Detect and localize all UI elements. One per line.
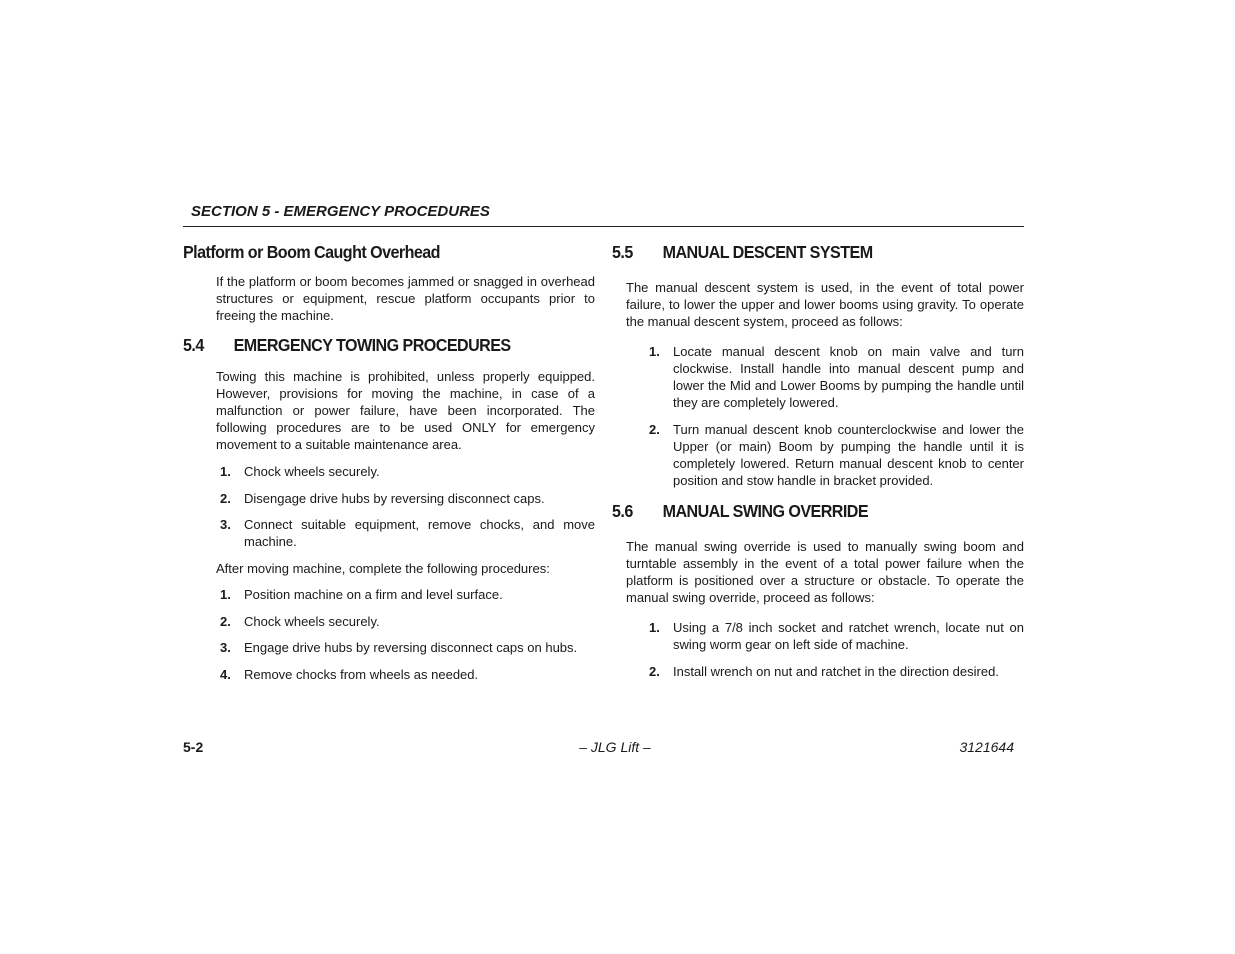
list-item: [216, 639, 595, 656]
step-text: Disengage drive hubs by reversing disconnect caps.: [244, 491, 545, 506]
heading-manual-swing: [612, 501, 868, 522]
list-item: [216, 666, 595, 683]
step-number: 2.: [220, 491, 231, 506]
after-moving-steps-list: [216, 586, 595, 683]
paragraph-swing-intro: The manual swing override is used to manually swing boom and turntable assembly in the event of a total power failure when the platform is positioned over a structure or obstacle. To operate the manual swing override, proceed as follows:: [626, 539, 1024, 605]
step-number: 3.: [220, 640, 231, 655]
step-number: 2.: [649, 422, 660, 437]
footer-publisher: – JLG Lift –: [579, 739, 651, 755]
step-number: 3.: [220, 517, 231, 532]
list-item: [216, 463, 595, 480]
step-number: 1.: [220, 587, 231, 602]
heading-manual-descent: [612, 242, 873, 263]
heading-emergency-towing: [183, 335, 511, 356]
list-item: [216, 516, 595, 550]
step-number: 1.: [649, 620, 660, 635]
step-number: 4.: [220, 667, 231, 682]
list-item: [216, 613, 595, 630]
section-number: 5.6: [612, 501, 633, 521]
step-text: Locate manual descent knob on main valve and turn clockwise. Install handle into manual descent pump and lower the Mid and Lower Booms by pumping the handle until they are completely lowered.: [673, 344, 1024, 410]
section-title: MANUAL SWING OVERRIDE: [662, 501, 869, 521]
page-number: 5-2: [183, 739, 204, 755]
list-item: [216, 586, 595, 603]
step-text: Using a 7/8 inch socket and ratchet wrench, locate nut on swing worm gear on left side of machine.: [673, 620, 1024, 652]
paragraph-platform-caught: If the platform or boom becomes jammed or snagged in overhead structures or equipment, rescue platform occupants prior to freeing the machine.: [216, 274, 595, 323]
swing-steps-list: [649, 619, 1024, 680]
paragraph-descent-intro: The manual descent system is used, in the event of total power failure, to lower the upper and lower booms using gravity. To operate the manual descent system, proceed as follows:: [626, 280, 1024, 329]
step-text: Connect suitable equipment, remove chocks, and move machine.: [244, 517, 595, 549]
step-number: 1.: [220, 464, 231, 479]
step-number: 2.: [649, 664, 660, 679]
towing-steps-list: [216, 463, 595, 550]
step-number: 2.: [220, 614, 231, 629]
list-item: [649, 663, 1024, 680]
section-header: SECTION 5 - EMERGENCY PROCEDURES: [191, 203, 490, 220]
paragraph-towing-intro: Towing this machine is prohibited, unless properly equipped. However, provisions for moving the machine, in case of a malfunction or power failure, have been incorporated. The following procedures are to be used ONLY for emergency movement to a suitable maintenance area.: [216, 369, 595, 452]
document-number: 3121644: [959, 739, 1014, 755]
step-number: 1.: [649, 344, 660, 359]
step-text: Install wrench on nut and ratchet in the direction desired.: [673, 664, 999, 679]
descent-steps-list: [649, 343, 1024, 489]
list-item: [649, 619, 1024, 653]
step-text: Remove chocks from wheels as needed.: [244, 667, 479, 682]
heading-platform-caught: Platform or Boom Caught Overhead: [183, 242, 440, 262]
step-text: Chock wheels securely.: [244, 614, 380, 629]
step-text: Turn manual descent knob counterclockwise and lower the Upper (or main) Boom by pumping the handle until it is completely lowered. Return manual descent knob to center position and stow handle in bracket provided.: [673, 422, 1024, 488]
section-title: EMERGENCY TOWING PROCEDURES: [233, 335, 511, 355]
header-rule: [183, 226, 1024, 227]
step-text: Engage drive hubs by reversing disconnect caps on hubs.: [244, 640, 578, 655]
list-item: [649, 421, 1024, 489]
list-item: [649, 343, 1024, 411]
section-number: 5.4: [183, 335, 204, 355]
section-title: MANUAL DESCENT SYSTEM: [662, 242, 873, 262]
section-number: 5.5: [612, 242, 633, 262]
step-text: Position machine on a firm and level surface.: [244, 587, 503, 602]
step-text: Chock wheels securely.: [244, 464, 380, 479]
list-item: [216, 490, 595, 507]
paragraph-after-moving: After moving machine, complete the following procedures:: [216, 561, 550, 576]
